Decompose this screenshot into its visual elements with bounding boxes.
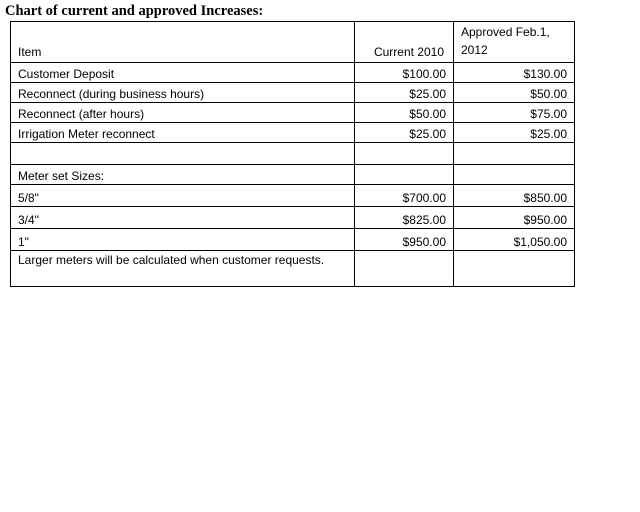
chart-title: Chart of current and approved Increases: <box>5 3 264 19</box>
note-row <box>11 251 575 287</box>
table-row <box>11 103 575 123</box>
header-current: Current 2010 <box>355 22 454 63</box>
row-approved: $1,050.00 <box>454 229 575 251</box>
row-item: Customer Deposit <box>11 63 355 83</box>
header-item: Item <box>11 22 355 63</box>
row-approved: $130.00 <box>454 63 575 83</box>
table-row <box>11 83 575 103</box>
header-row <box>11 22 575 63</box>
header-approved: Approved Feb.1, 2012 <box>454 22 575 63</box>
row-approved: $850.00 <box>454 185 575 207</box>
row-item: Reconnect (after hours) <box>11 103 355 123</box>
row-item: 1" <box>11 229 355 251</box>
row-item: Irrigation Meter reconnect <box>11 123 355 143</box>
row-current: $700.00 <box>355 185 454 207</box>
row-item: 5/8" <box>11 185 355 207</box>
table-row <box>11 207 575 229</box>
table-row <box>11 63 575 83</box>
row-item: Reconnect (during business hours) <box>11 83 355 103</box>
row-approved: $75.00 <box>454 103 575 123</box>
row-current: $825.00 <box>355 207 454 229</box>
meter-section-label: Meter set Sizes: <box>11 165 355 185</box>
empty-row <box>11 143 575 165</box>
table-row <box>11 229 575 251</box>
meter-section-row <box>11 165 575 185</box>
table-row <box>11 123 575 143</box>
note-text: Larger meters will be calculated when customer requests. <box>11 251 355 287</box>
row-approved: $50.00 <box>454 83 575 103</box>
row-approved: $25.00 <box>454 123 575 143</box>
row-current: $100.00 <box>355 63 454 83</box>
row-current: $25.00 <box>355 83 454 103</box>
row-current: $50.00 <box>355 103 454 123</box>
row-approved: $950.00 <box>454 207 575 229</box>
row-current: $950.00 <box>355 229 454 251</box>
table-row <box>11 185 575 207</box>
row-item: 3/4" <box>11 207 355 229</box>
rates-table <box>10 21 575 287</box>
row-current: $25.00 <box>355 123 454 143</box>
